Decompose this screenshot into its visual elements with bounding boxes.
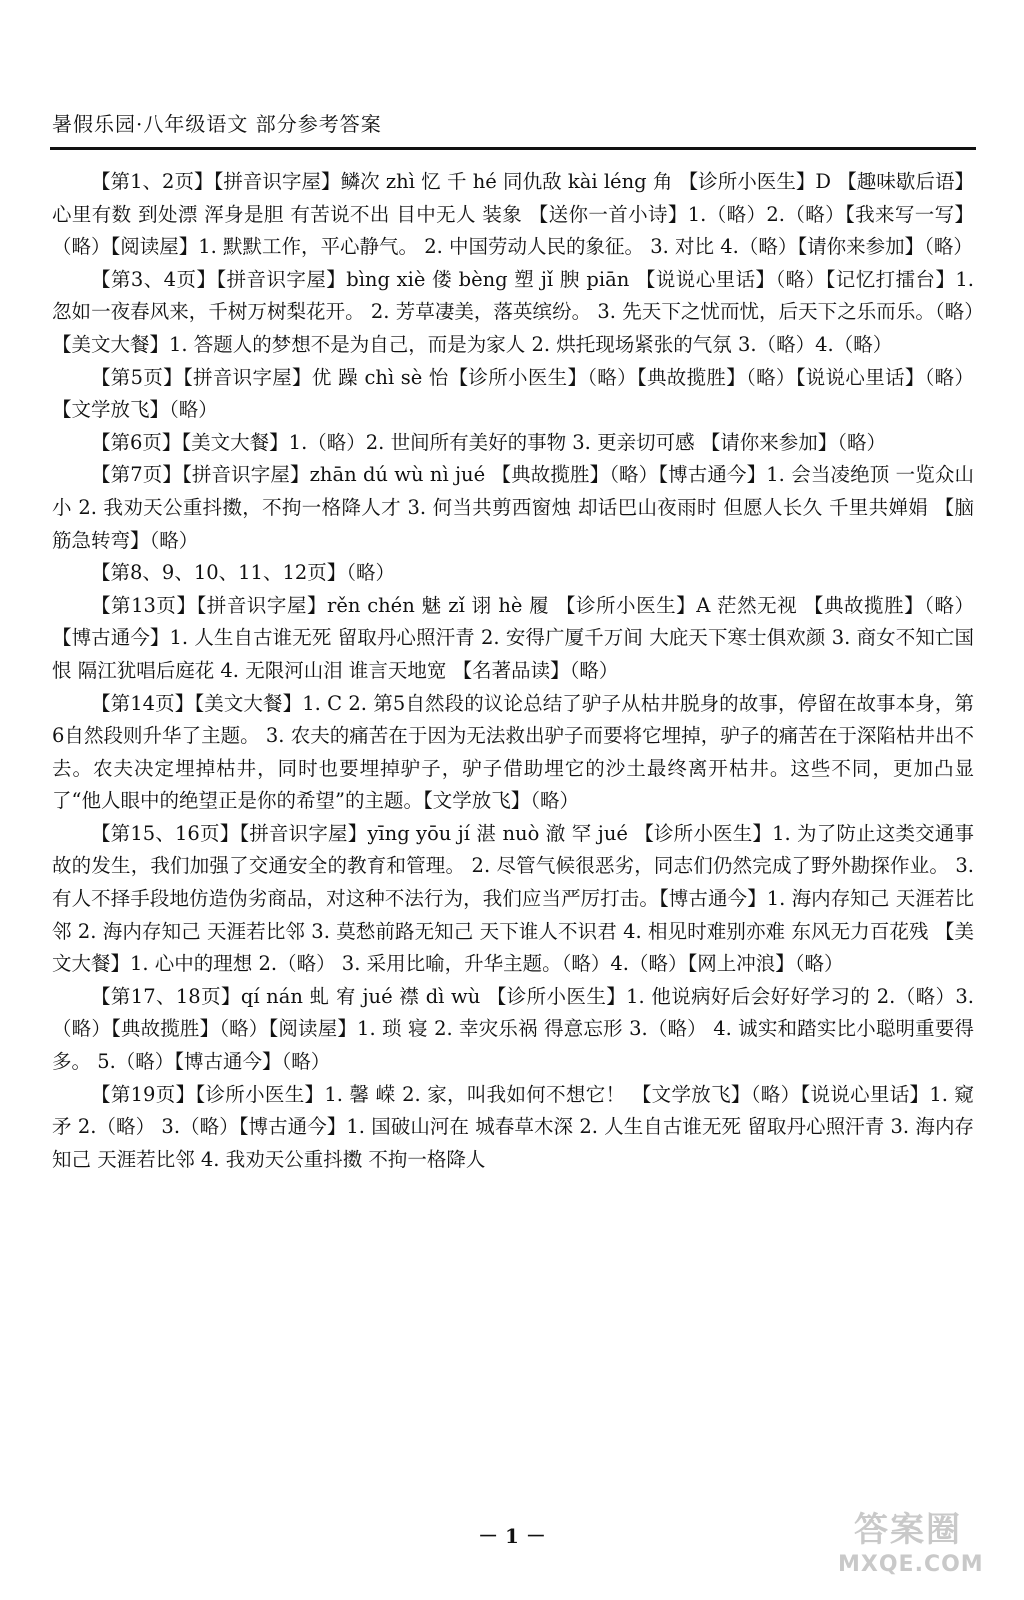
watermark-logo <box>838 1508 984 1588</box>
header-rule <box>50 147 976 150</box>
answer-paragraph: 【第1、2页】【拼音识字屋】鳞次 zhì 忆 千 hé 同仇敌 kài léng 角 【诊所小医生】D 【趣味歇后语】心里有数 到处漂 浑身是胆 有苦说不出 目中无人 装象 【送你一首小诗】1.（略）2.（略）【我来写一写】（略）【阅读屋】1. 默默工作，平心静气。 2. 中国劳动人民的象征。 3. 对比 4.（略）【请你来参加】（略） <box>52 170 974 259</box>
answer-paragraph: 【第19页】【诊所小医生】1. 馨 嵘 2. 家，叫我如何不想它！ 【文学放飞】（略）【说说心里话】1. 窥 矛 2.（略） 3.（略）【博古通今】1. 国破山河在 城春草木深 2. 人生自古谁无死 留取丹心照汗青 3. 海内存知己 天涯若比邻 4. 我劝天公重抖擞 不拘一格降人 <box>52 1082 974 1171</box>
answer-paragraph: 【第14页】【美文大餐】1. C 2. 第5自然段的议论总结了驴子从枯井脱身的故事，停留在故事本身，第6自然段则升华了主题。 3. 农夫的痛苦在于因为无法救出驴子而要将它埋掉，驴子的痛苦在于深陷枯井出不去。农夫决定埋掉枯井，同时也要埋掉驴子，驴子借助埋它的沙土最终离开枯井。这些不同，更加凸显了“他人眼中的绝望正是你的希望”的主题。【文学放飞】（略） <box>52 691 974 813</box>
answer-paragraph: 【第7页】【拼音识字屋】zhān dú wù nì jué 【典故揽胜】（略）【博古通今】1. 会当凌绝顶 一览众山小 2. 我劝天公重抖擞，不拘一格降人才 3. 何当共剪西窗烛 却话巴山夜雨时 但愿人长久 千里共婵娟 【脑筋急转弯】（略） <box>52 463 974 552</box>
page-header: 暑假乐园·八年级语文 部分参考答案 <box>52 112 382 136</box>
watermark-logo-text: 答案圈 <box>854 1510 962 1550</box>
answer-paragraph: 【第17、18页】qí nán 虬 宥 jué 襟 dì wù 【诊所小医生】1. 他说病好后会好好学习的 2.（略）3.（略）【典故揽胜】（略）【阅读屋】1. 琐 寝 2. 幸灾乐祸 得意忘形 3.（略） 4. 诚实和踏实比小聪明重要得多。 5.（略）【博古通今】（略） <box>52 984 974 1074</box>
answer-content <box>52 166 974 1176</box>
answer-paragraph: 【第15、16页】【拼音识字屋】yīng yōu jí 湛 nuò 澈 罕 jué 【诊所小医生】1. 为了防止这类交通事故的发生，我们加强了交通安全的教育和管理。 2. 尽管气候很恶劣，同志们仍然完成了野外勘探作业。 3. 有人不择手段地仿造伪劣商品，对这种不法行为，我们应当严厉打击。【博古通今】1. 海内存知己 天涯若比邻 2. 海内存知己 天涯若比邻 3. 莫愁前路无知己 天下谁人不识君 4. 相见时难别亦难 东风无力百花残 【美文大餐】1. 心中的理想 2.（略） 3. 采用比喻，升华主题。（略）4.（略）【网上冲浪】（略） <box>52 821 974 976</box>
answer-paragraph: 【第8、9、10、11、12页】（略） <box>91 561 396 585</box>
answer-paragraph: 【第5页】【拼音识字屋】优 躁 chì sè 怡【诊所小医生】（略）【典故揽胜】（略）【说说心里话】（略）【文学放飞】（略） <box>52 365 974 422</box>
answer-paragraph: 【第3、4页】【拼音识字屋】bìng xiè 偻 bèng 塑 jǐ 腴 piān 【说说心里话】（略）【记忆打擂台】1. 忽如一夜春风来，千树万树梨花开。 2. 芳草凄美，落英缤纷。 3. 先天下之忧而忧，后天下之乐而乐。（略）【美文大餐】1. 答题人的梦想不是为自己，而是为家人 2. 烘托现场紧张的气氛 3.（略）4.（略） <box>52 267 974 356</box>
watermark-url: MXQE.COM <box>838 1552 984 1577</box>
answer-paragraph: 【第13页】【拼音识字屋】rěn chén 魅 zǐ 诩 hè 履 【诊所小医生】A 茫然无视 【典故揽胜】（略）【博古通今】1. 人生自古谁无死 留取丹心照汗青 2. 安得广厦千万间 大庇天下寒士俱欢颜 3. 商女不知亡国恨 隔江犹唱后庭花 4. 无限河山泪 谁言天地宽 【名著品读】（略） <box>52 593 974 682</box>
answer-paragraph: 【第6页】【美文大餐】1.（略）2. 世间所有美好的事物 3. 更亲切可感 【请你来参加】（略） <box>91 430 887 454</box>
page-number: － 1 － <box>478 1524 546 1548</box>
